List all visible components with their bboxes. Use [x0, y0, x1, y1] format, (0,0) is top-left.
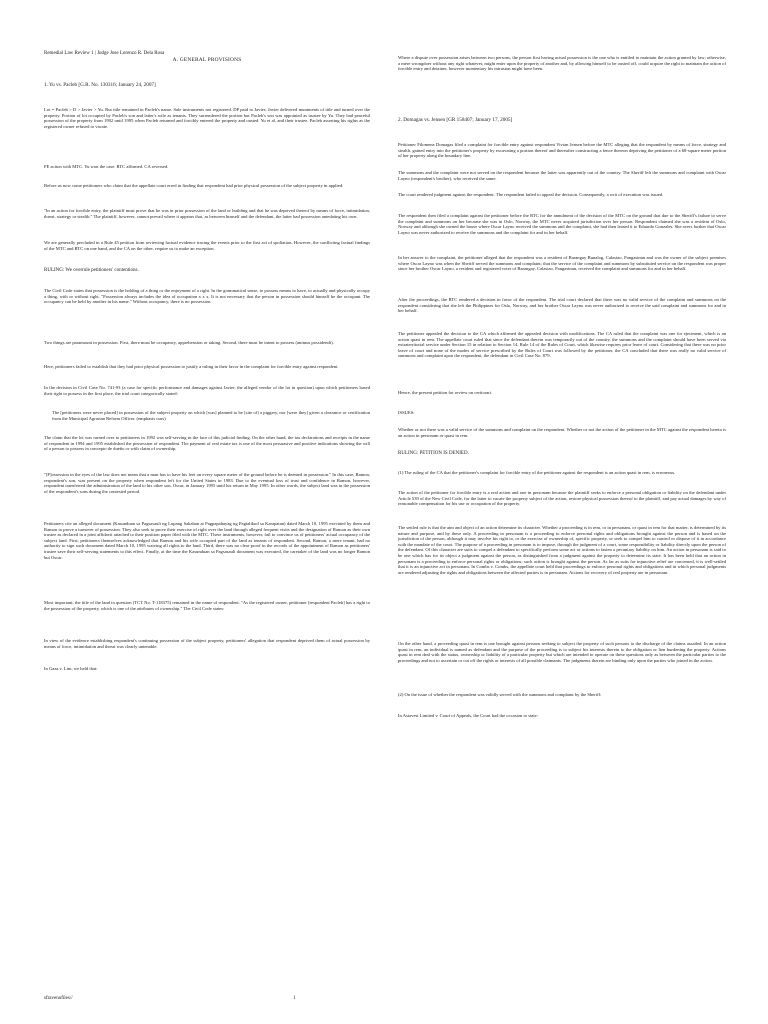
block-quote: The [petitioners were never placed] in possession of the subject property on which [was] planned to be [site of] a piggery, nor [were they] given a clearance or certification from the Municipal Agrarian Reform Officer. (emphasis ours): [52, 410, 370, 421]
footer-credit: sfravenofiles//: [44, 996, 73, 1001]
paragraph: Hence, the present petition for review on certiorari.: [398, 390, 493, 395]
paragraph: The summons and the complaint were not served on the respondent because the latter was apparently out of the country. The Sheriff left the summons and complaint with Oscar Layno (respondent's brother), who received the same.: [398, 170, 726, 181]
paragraph: (2) On the issue of whether the respondent was validly served with the summons and complaint by the Sheriff:: [398, 692, 602, 697]
paragraph: In her answer to the complaint, the petitioner alleged that the respondent was a resident of Barangay Bunalog, Calasiao, Pangasinan and was the owner of the subject premises where Oscar Layno was when the Sheriff served the summons and complaint; that the service of the complaint and summons by substituted service on the respondent was proper since her brother Oscar Layno, a resident and registered voter of Barangay, Calasiao, Pangasinan, received the complaint and summons for and in her behalf.: [398, 255, 726, 272]
paragraph: Lot = Pacleb > D > Javier > Yu. But title remained in Pacleb's name. Sale instruments not registered. DP paid to Javier; Javier delivered muniments of title and turned over the property. Portion of lot occupied by Pacleb's son and latter's wife as tenants. They surrendered the portion but Pacleb's son was appointed as trustee by Yu. They had peaceful possession of the property from 1992 until 1995 when Pacleb returned and forcibly entered the property and ousted. Yu et al. and their trustee. Pacleb asserting his rights as the registered owner refused to vacate.: [44, 107, 370, 129]
ruling-heading: RULING: We overrule petitioners' contentions.: [44, 268, 139, 273]
paragraph: On the other hand, a proceeding quasi in rem is one brought against persons seeking to subject the property of such persons to the discharge of the claims assailed. In an action quasi in rem, an individual is named as defendant and the purpose of the proceeding is to subject his interests therein to the obligation or lien burdening the property. Actions quasi in rem deal with the status, ownership or liability of a particular property but which are intended to operate on these questions only as between the particular parties to the proceedings and not to ascertain or cut off the rights or interests of all possible claimants. The judgments therein are binding only upon the parties who joined in the action.: [398, 641, 726, 663]
paragraph: Where a dispute over possession arises between two persons, the person first having actual possession is the one who is entitled to maintain the action granted by law; otherwise, a mere wrongdoer without any right whatever, might enter upon the property of another and, by allowing himself to be ousted off, could acquire the right to maintain the action of forcible entry and detainer, however momentary his intrusion might have been.: [398, 55, 726, 72]
paragraph: The action of the petitioner for forcible entry is a real action and one in personam because the plaintiff seeks to enforce a personal obligation or liability on the defendant under Article 539 of the New Civil Code, for the latter to vacate the property subject of the action, restore physical possession thereof to the plaintiff, and pay actual damages by way of reasonable compensation for his use or occupation of the property.: [398, 490, 726, 507]
paragraph: In Gaza v. Lim, we held that:: [44, 666, 98, 671]
paragraph: Before us now come petitioners who claim that the appellate court erred in finding that respondent had prior physical possession of the subject property in applied.: [44, 183, 344, 188]
case-title: 1. Yu vs. Pacleb [G.R. No. 130316; January 24, 2007]: [44, 82, 156, 88]
paragraph: In the decision in Civil Case No. 741-93 (a case for specific performance and damages against Javier, the alleged vendor of the lot in question) upon which petitioners based their right to possess in the first place, the trial court categorically stated:: [44, 385, 370, 396]
paragraph: The settled rule is that the aim and object of an action determine its character. Whether a proceeding is in rem, or in personam, or quasi in rem for that matter, is determined by its nature and purpose, and by these only. A proceeding in personam is a proceeding to enforce personal rights and obligations brought against the person and is based on the jurisdiction of the person, although it may involve his right to, or the exercise of ownership of, specific property, or seek to compel him to control or dispose of it in accordance with the mandate of the court. The purpose of a proceeding in personam is to impose, through the judgment of a court, some responsibility or liability directly upon the person of the defendant. Of this character are suits to compel a defendant to specifically perform some act or actions to fasten a pecuniary liability on him. An action in personam is said to be one which has for its object a judgment against the person, as distinguished from a judgment against the property to determine its state. It has been held that an action in personam is a proceeding to enforce personal rights or obligations; such action is brought against the person. As far as suits for injunctive relief are concerned, it is well-settled that it is an injunctive act in personam. In Combs v. Combs, the appellate court held that proceedings to enforce personal rights and obligations and in which personal judgments are rendered adjusting the rights and obligations between the affected parties is in personam. Actions for recovery of real property are in personam.: [398, 525, 726, 575]
issues-heading: ISSUES:: [398, 410, 415, 415]
section-title: A. GENERAL PROVISIONS: [172, 57, 242, 63]
paragraph: FE action with MTC. Yu won the case. RTC affirmed. CA reversed.: [44, 164, 169, 169]
paragraph: Two things are paramount in possession. First, there must be occupancy, apprehension or taking. Second, there must be intent to possess (animus possidendi).: [44, 340, 334, 345]
paragraph: In Asiavest Limited v. Court of Appeals, the Court had the occasion to state:: [398, 713, 538, 718]
paragraph: In view of the evidence establishing respondent's continuing possession of the subject property, petitioners' allegation that respondent deprived them of actual possession by means of force, intimidation and threat was clearly untenable.: [44, 638, 370, 649]
case-title: 2. Domagas vs. Jensen [GR 158407; January 17, 2005]: [398, 117, 513, 123]
paragraph: The claim that the lot was turned over to petitioners in 1992 was self-serving in the face of this judicial finding. On the other hand, the tax declarations and receipts in the name of respondent in 1994 and 1995 established the possession of respondent. The payment of real estate tax is one of the most persuasive and positive indications showing the will of a person to possess in concepto de dueño or with claim of ownership.: [44, 435, 370, 452]
paragraph: Most important, the title of the land in question (TCT No. T-118375) remained in the name of respondent. "As the registered owner, petitioner [respondent Pacleb] has a right to the possession of the property, which is one of the attributes of ownership." The Civil Code states:: [44, 600, 370, 611]
paragraph: The Civil Code states that possession is the holding of a thing or the enjoyment of a right. In the grammatical sense, to possess means to have, to actually and physically occupy a thing, with or without right. "Possession always includes the idea of occupation x x x. It is not necessary that the person in possession should himself be the occupant. The occupancy can be held by another in his name." Without occupancy, there is no possession.: [44, 288, 370, 305]
paragraph: Here, petitioners failed to establish that they had prior physical possession to justify a ruling in their favor in the complaint for forcible entry against respondent.: [44, 364, 339, 369]
ruling-heading: RULING: PETITION IS DENIED.: [398, 451, 469, 456]
running-header: Remedial Law Review 1 | Judge Jose Lorenzo R. Dela Rosa: [44, 51, 165, 56]
paragraph: Petitioners cite an alleged document (Kasunduan sa Pagsasauli ng Lupang Sakahan at Pagpapahayag ng Pagtalikod sa Karapatan) dated March 10, 1995 executed by them and Ramon to prove a turnover of possession. They also seek to prove their exercise of right over the land through alleged frequent visits and the designation of Ramon as their own trustee as declared in a joint affidavit attached to their position paper filed with the MTC. These instruments, however, fail to convince us of petitioners' actual occupancy of the subject land. First, petitioners themselves acknowledged that Ramon and his wife occupied part of the land as tenants of respondent. Second, Ramon, a mere tenant, had no authority to sign such document dated March 10, 1995 waiving all rights to the land. Third, there was no clear proof in the records of the appointment of Ramon as petitioners' trustee save their self-serving statements to this effect. Finally, at the time the Kasunduan sa Pagsasauli document was executed, the caretaker of the land was no longer Ramon but Oscar.: [44, 521, 370, 560]
paragraph: After the proceedings, the RTC rendered a decision in favor of the respondent. The trial court declared that there was no valid service of the complaint and summons on the respondent considering that she left the Philippines for Oslo, Norway, and her brother Oscar Layno was never authorized to receive the said complaint and summons for and in her behalf.: [398, 297, 726, 314]
paragraph: We are generally precluded in a Rule 45 petition from reviewing factual evidence tracing the events prior to the first act of spoliation. However, the conflicting factual findings of the MTC and RTC on one hand, and the CA on the other, require us to make an exception.: [44, 240, 370, 251]
paragraph: Petitioner Filomena Domagas filed a complaint for forcible entry against respondent Vivian Jensen before the MTC alleging that the respondent by means of force, strategy and stealth, gained entry into the petitioner's property by excavating a portion thereof and thereafter constructing a fence thereon depriving the petitioner of a 68-square meter portion of her property along the boundary line.: [398, 142, 726, 159]
paragraph: "[P]ossession in the eyes of the law does not mean that a man has to have his feet on every square meter of the ground before he is deemed in possession." In this case, Ramon, respondent's son, was present on the property when respondent left for the United States in 1983. Due to the eventual loss of trust and confidence in Ramon, however, respondent transferred the administration of the land to his other son, Oscar, in January 1995 until his return in May 1995. In other words, the subject land was in the possession of the respondent's sons during the contested period.: [44, 472, 370, 494]
paragraph: The court rendered judgment against the respondent. The respondent failed to appeal the decision. Consequently, a writ of execution was issued.: [398, 192, 664, 197]
paragraph: "In an action for forcible entry, the plaintiff must prove that he was in prior possession of the land or building and that he was deprived thereof by means of force, intimidation, threat, strategy or stealth." The plaintiff, however, cannot prevail where it appears that, as between himself and the defendant, the latter had possession antedating his own.: [44, 208, 370, 219]
page-number: 1: [293, 996, 296, 1001]
paragraph: The petitioner appealed the decision to the CA which affirmed the appealed decision with modifications. The CA ruled that the complaint was one for ejectment, which is an action quasi in rem. The appellate court ruled that since the defendant therein was temporarily out of the country, the summons and the complaint should have been served via extraterritorial service under Section 15 in relation to Section 14, Rule 14 of the Rules of Court, which likewise requires prior leave of court. Considering that there was no prior leave of court and none of the modes of service prescribed by the Rules of Court was followed by the petitioner, the CA concluded that there was really no valid service of summons and complaint upon the respondent, the defendant in Civil Case No. 879.: [398, 331, 726, 359]
paragraph: (1) The ruling of the CA that the petitioner's complaint for forcible entry of the petitioner against the respondent is an action quasi in rem, is erroneous.: [398, 470, 676, 475]
paragraph: The respondent then filed a complaint against the petitioner before the RTC for the annulment of the decision of the MTC on the ground that due to the Sheriff's failure to serve the complaint and summons on her because she was in Oslo, Norway, the MTC never acquired jurisdiction over her person. Respondent claimed she was a resident of Oslo, Norway and although she owned the house where Oscar Layno received the summons and the complaint, she had then leased it to Eduardo Gonzales. She avers further that Oscar Layno was never authorized to receive the summons and the complaint for and in her behalf.: [398, 213, 726, 235]
paragraph: Whether or not there was a valid service of the summons and complaint on the respondent. Whether or not the action of the petitioner in the MTC against the respondent herein is an action in personam or quasi in rem.: [398, 427, 726, 438]
